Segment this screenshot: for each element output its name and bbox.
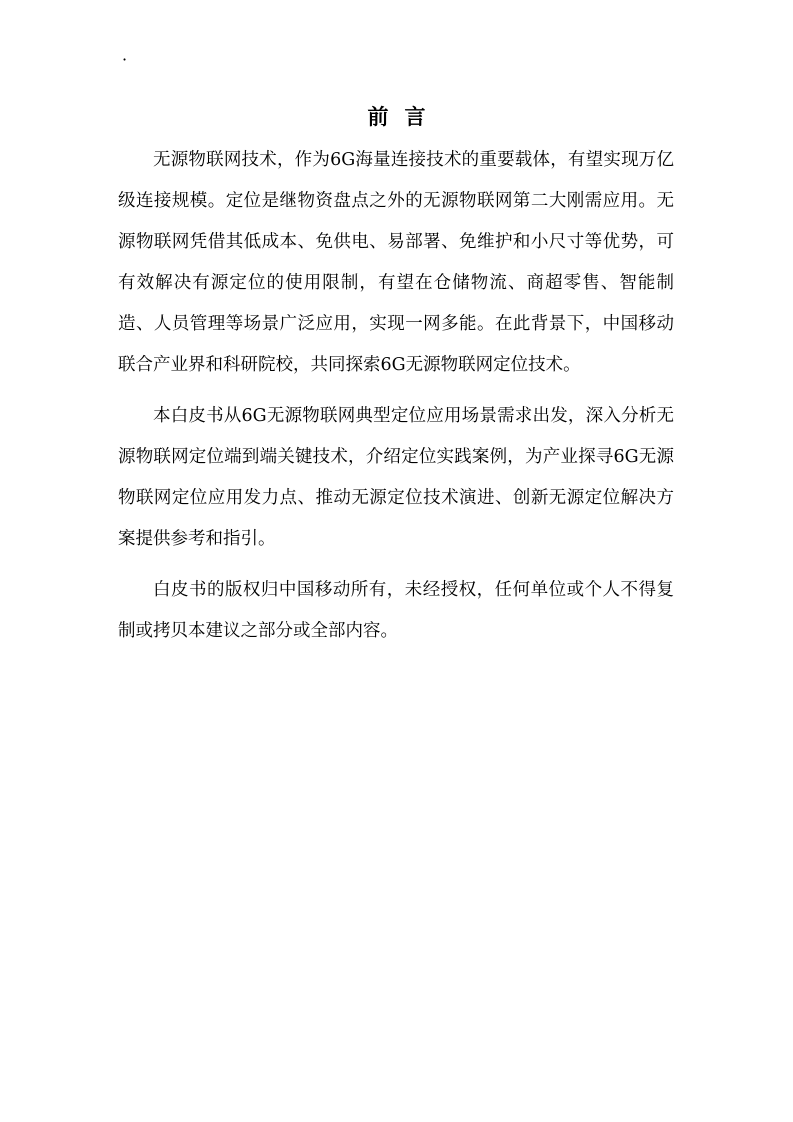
page-title: 前言 (367, 105, 442, 129)
page-mark: · (122, 50, 128, 69)
document-body (118, 140, 674, 662)
paragraph-purpose: 本白皮书从6G无源物联网典型定位应用场景需求出发，深入分析无源物联网定位端到端关键技术，介绍定位实践案例，为产业探寻6G无源物联网定位应用发力点、推动无源定位技术演进、创新无源定位解决方案提供参考和指引。 (118, 406, 674, 549)
paragraph-intro: 无源物联网技术，作为6G海量连接技术的重要载体，有望实现万亿级连接规模。定位是继物资盘点之外的无源物联网第二大刚需应用。无源物联网凭借其低成本、免供电、易部署、免维护和小尺寸等优势，可有效解决有源定位的使用限制，有望在仓储物流、商超零售、智能制造、人员管理等场景广泛应用，实现一网多能。在此背景下，中国移动联合产业界和科研院校，共同探索6G无源物联网定位技术。 (118, 150, 674, 375)
paragraph-copyright: 白皮书的版权归中国移动所有，未经授权，任何单位或个人不得复制或拷贝本建议之部分或全部内容。 (118, 580, 674, 641)
